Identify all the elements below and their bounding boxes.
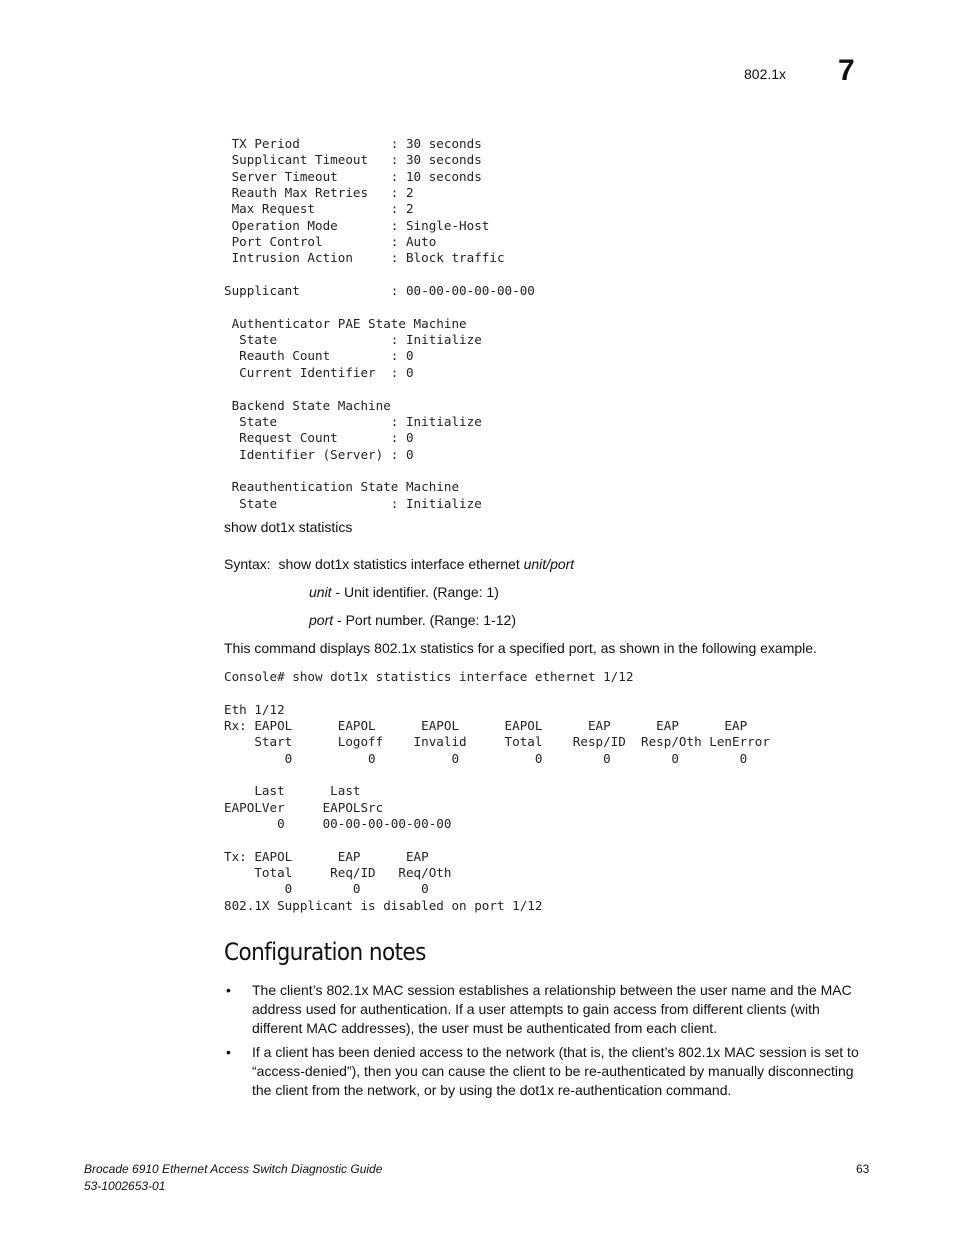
command-reference: dot1x re-authentication bbox=[519, 1082, 663, 1098]
syntax-label: Syntax: bbox=[224, 556, 271, 572]
param-port bbox=[309, 612, 516, 628]
command-description: This command displays 802.1x statistics for a specified port, as shown in the following example. bbox=[224, 640, 817, 656]
list-item-text-part: If a client has been denied access to the network (that is, the client’s 802.1x MAC session is set to “access-denied”), then you can cause the client to be re-authenticated by manually disconnecting the client from the network, or by using the bbox=[252, 1044, 859, 1098]
command-heading: show dot1x statistics bbox=[224, 519, 353, 535]
header-section-title: 802.1x bbox=[744, 66, 787, 82]
header-chapter-number: 7 bbox=[838, 54, 855, 87]
syntax-args: unit/port bbox=[523, 556, 575, 572]
bullet-icon: • bbox=[226, 982, 231, 998]
param-name: port bbox=[309, 612, 334, 628]
list-item-text-part: command. bbox=[662, 1082, 732, 1098]
param-unit bbox=[309, 584, 499, 600]
footer-page-number: 63 bbox=[856, 1162, 870, 1176]
footer-doc-number: 53-1002653-01 bbox=[84, 1179, 166, 1193]
syntax-line bbox=[224, 556, 574, 572]
param-description: - Port number. (Range: 1-12) bbox=[333, 612, 516, 628]
code-block-dot1x-output: TX Period : 30 seconds Supplicant Timeout : 30 seconds Server Timeout : 10 seconds Reauth Max Retries : 2 Max Request : 2 Operation Mode : Single-Host Port Control : Auto Intrusion Action : Block traffic Supplicant : 00-00-00-00-00-00 Authenticator PAE State Machine State : Initialize Reauth Count : 0 Current Identifier : 0 Backend State Machine State : Initialize Request Count : 0 Identifier (Server) : 0 Reauthentication State Machine State : Initialize bbox=[224, 136, 535, 511]
list-item-text bbox=[252, 1043, 864, 1100]
code-block-statistics-output: Console# show dot1x statistics interface ethernet 1/12 Eth 1/12 Rx: EAPOL EAPOL EAPOL EAPOL EAP EAP EAP Start Logoff Invalid Total Resp/ID Resp/Oth LenError 0 0 0 0 0 0 0 Last Last EAPOLVer EAPOLSrc 0 00-00-00-00-00-00 Tx: EAPOL EAP EAP Total Req/ID Req/Oth 0 0 0 802.1X Supplicant is disabled on port 1/12 bbox=[224, 669, 770, 913]
footer-book-title: Brocade 6910 Ethernet Access Switch Diagnostic Guide bbox=[84, 1162, 383, 1176]
syntax-command: show dot1x statistics interface ethernet bbox=[278, 556, 520, 572]
list-item-text: The client’s 802.1x MAC session establishes a relationship between the user name and the MAC address used for authentication. If a user attempts to gain access from different clients (with different MAC addresses), the user must be authenticated from each client. bbox=[252, 982, 852, 1036]
section-heading-configuration-notes: Configuration notes bbox=[224, 938, 426, 966]
bullet-icon: • bbox=[226, 1044, 231, 1060]
param-name: unit bbox=[309, 584, 332, 600]
param-description: - Unit identifier. (Range: 1) bbox=[331, 584, 499, 600]
